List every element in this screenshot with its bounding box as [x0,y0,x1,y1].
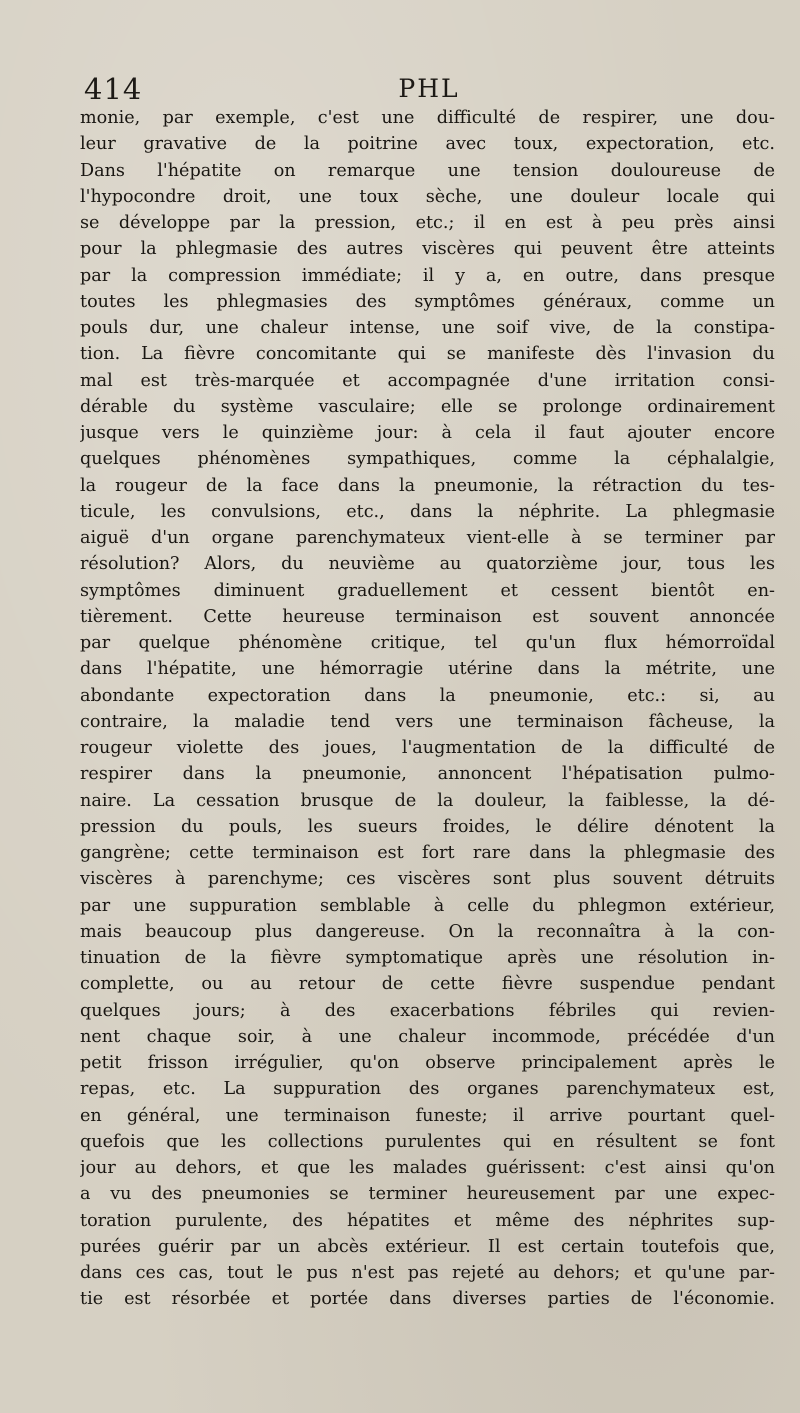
text-line: ticule, les convulsions, etc., dans la néphrite. La phlegmasie [80,501,775,522]
text-line: abondante expectoration dans la pneumonie, etc.: si, au [80,685,775,706]
text-line: rougeur violette des joues, l'augmentation de la difficulté de [80,738,775,758]
body-text [80,105,775,1313]
text-line: tion. La fièvre concomitante qui se manifeste dès l'invasion du [80,344,775,365]
text-line: tièrement. Cette heureuse terminaison est souvent annoncée [80,606,775,627]
text-line: mal est très-marquée et accompagnée d'une irritation consi- [80,370,775,391]
text-line: pouls dur, une chaleur intense, une soif vive, de la constipa- [80,318,775,338]
text-line: Dans l'hépatite on remarque une tension douloureuse de [80,160,775,181]
text-line: leur gravative de la poitrine avec toux, expectoration, etc. [80,134,775,155]
text-line: complette, ou au retour de cette fièvre suspendue pendant [80,974,775,995]
text-line: l'hypocondre droit, une toux sèche, une douleur locale qui [80,186,775,207]
text-line: viscères à parenchyme; ces viscères sont plus souvent détruits [80,869,775,890]
text-line: monie, par exemple, c'est une difficulté de respirer, une dou- [80,108,775,128]
text-line: toutes les phlegmasies des symptômes généraux, comme un [80,291,775,312]
text-line: purées guérir par un abcès extérieur. Il est certain toutefois que, [80,1236,775,1257]
text-line: aiguë d'un organe parenchymateux vient-elle à se terminer par [80,528,775,548]
text-line: a vu des pneumonies se terminer heureusement par une expec- [80,1184,775,1205]
text-line: dans ces cas, tout le pus n'est pas rejeté au dehors; et qu'une par- [80,1263,775,1283]
text-line: mais beaucoup plus dangereuse. On la reconnaîtra à la con- [80,921,775,942]
text-line: en général, une terminaison funeste; il arrive pourtant quel- [80,1105,775,1126]
text-line: par une suppuration semblable à celle du phlegmon extérieur, [80,895,775,916]
text-line: tinuation de la fièvre symptomatique après une résolution in- [80,948,775,968]
text-line: par la compression immédiate; il y a, en outre, dans presque [80,265,775,286]
text-line: tie est résorbée et portée dans diverses parties de l'économie. [80,1289,775,1310]
text-line: naire. La cessation brusque de la douleur, la faiblesse, la dé- [80,790,775,811]
text-line: repas, etc. La suppuration des organes parenchymateux est, [80,1079,775,1100]
text-line: petit frisson irrégulier, qu'on observe principalement après le [80,1053,775,1073]
running-head [84,72,774,106]
text-line: pression du pouls, les sueurs froides, le délire dénotent la [80,816,775,837]
text-line: nent chaque soir, à une chaleur incommode, précédée d'un [80,1026,775,1047]
text-line: symptômes diminuent graduellement et cessent bientôt en- [80,580,775,601]
text-line: se développe par la pression, etc.; il en est à peu près ainsi [80,213,775,233]
text-line: toration purulente, des hépatites et même des néphrites sup- [80,1210,775,1231]
text-line: jour au dehors, et que les malades guérissent: c'est ainsi qu'on [80,1158,775,1178]
running-title: PHL [398,74,460,103]
text-line: la rougeur de la face dans la pneumonie, la rétraction du tes- [80,475,775,496]
page-number: 414 [84,72,143,106]
text-line: pour la phlegmasie des autres viscères qui peuvent être atteints [80,239,775,260]
text-line: dérable du système vasculaire; elle se prolonge ordinairement [80,396,775,417]
text-line: dans l'hépatite, une hémorragie utérine dans la métrite, une [80,659,775,680]
text-line: contraire, la maladie tend vers une terminaison fâcheuse, la [80,711,775,732]
text-line: quelques phénomènes sympathiques, comme la céphalalgie, [80,449,775,470]
text-line: quefois que les collections purulentes qui en résultent se font [80,1131,775,1152]
text-line: gangrène; cette terminaison est fort rare dans la phlegmasie des [80,843,775,863]
text-line: quelques jours; à des exacerbations fébriles qui revien- [80,1000,775,1021]
text-line: résolution? Alors, du neuvième au quatorzième jour, tous les [80,554,775,575]
text-line: respirer dans la pneumonie, annoncent l'hépatisation pulmo- [80,764,775,785]
text-line: jusque vers le quinzième jour: à cela il faut ajouter encore [80,423,775,443]
text-line: par quelque phénomène critique, tel qu'un flux hémorroïdal [80,633,775,653]
